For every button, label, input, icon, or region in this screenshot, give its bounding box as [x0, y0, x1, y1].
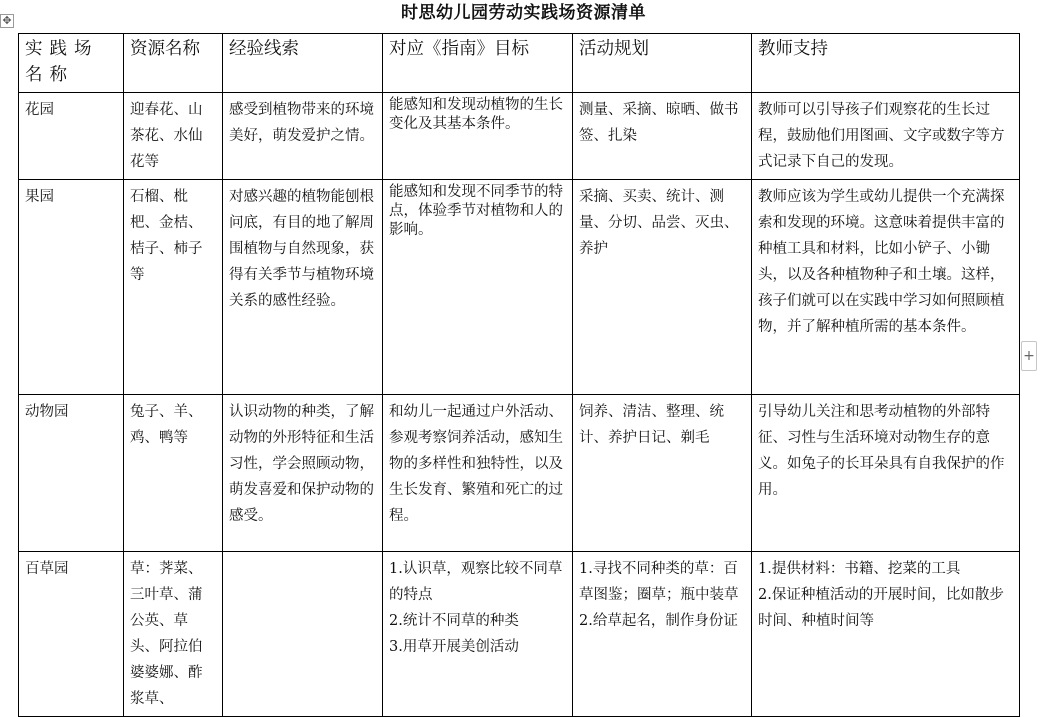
header-goal: 对应《指南》目标	[383, 34, 573, 93]
support-item: 1.提供材料：书籍、挖菜的工具	[758, 561, 961, 577]
cell-support[interactable]: 教师应该为学生或幼儿提供一个充满探索和发现的环境。这意味着提供丰富的种植工具和材料，比如小铲子、小锄头，以及各种植物种子和土壤。这样，孩子们就可以在实践中学习如何照顾植物，并了解种植所需的基本条件。	[752, 180, 1020, 395]
header-support: 教师支持	[752, 34, 1020, 93]
cell-resource[interactable]: 迎春花、山茶花、水仙花等	[124, 93, 223, 180]
cell-support[interactable]: 引导幼儿关注和思考动植物的外部特征、习性与生活环境对动物生存的意义。如兔子的长耳朵具有自我保护的作用。	[752, 395, 1020, 552]
cell-resource[interactable]: 石榴、枇杷、金桔、桔子、柿子等	[124, 180, 223, 395]
document-title: 时思幼儿园劳动实践场资源清单	[401, 3, 646, 23]
cell-clue[interactable]: 感受到植物带来的环境美好，萌发爱护之情。	[223, 93, 383, 180]
goal-item: 3.用草开展美创活动	[389, 639, 519, 655]
cell-plan[interactable]: 采摘、买卖、统计、测量、分切、品尝、灭虫、养护	[573, 180, 752, 395]
table-row	[19, 552, 1020, 717]
plan-item: 2.给草起名，制作身份证	[579, 613, 738, 629]
cell-resource[interactable]: 兔子、羊、鸡、鸭等	[124, 395, 223, 552]
header-plan: 活动规划	[573, 34, 752, 93]
resource-table	[18, 33, 1020, 717]
cell-site[interactable]: 果园	[19, 180, 124, 395]
cell-resource[interactable]: 草：荠菜、三叶草、蒲公英、草头、阿拉伯婆婆娜、酢浆草、	[124, 552, 223, 717]
plus-icon: +	[1023, 348, 1035, 364]
header-resource: 资源名称	[124, 34, 223, 93]
cell-support[interactable]: 教师可以引导孩子们观察花的生长过程，鼓励他们用图画、文字或数字等方式记录下自己的发现。	[752, 93, 1020, 180]
plan-item: 1.寻找不同种类的草：百草图鉴；圈草；瓶中装草	[579, 561, 739, 603]
cell-support[interactable]	[752, 552, 1020, 717]
cell-plan[interactable]	[573, 552, 752, 717]
cell-clue[interactable]: 认识动物的种类，了解动物的外形特征和生活习性，学会照顾动物，萌发喜爱和保护动物的感受。	[223, 395, 383, 552]
cell-goal[interactable]: 能感知和发现动植物的生长变化及其基本条件。	[383, 93, 573, 180]
table-row	[19, 180, 1020, 395]
cell-goal[interactable]: 能感知和发现不同季节的特点，体验季节对植物和人的影响。	[383, 180, 573, 395]
support-item: 2.保证种植活动的开展时间，比如散步时间、种植时间等	[758, 587, 1004, 629]
move-cross-icon: ✥	[2, 14, 12, 27]
goal-item: 2.统计不同草的种类	[389, 613, 519, 629]
cell-site[interactable]: 动物园	[19, 395, 124, 552]
header-site: 实践场名称	[19, 34, 124, 93]
cell-clue[interactable]: 对感兴趣的植物能刨根问底，有目的地了解周围植物与自然现象，获得有关季节与植物环境关系的感性经验。	[223, 180, 383, 395]
goal-item: 1.认识草，观察比较不同草的特点	[389, 561, 563, 603]
header-clue: 经验线索	[223, 34, 383, 93]
add-column-button[interactable]	[1021, 341, 1037, 371]
table-row	[19, 93, 1020, 180]
cell-plan[interactable]: 测量、采摘、晾晒、做书签、扎染	[573, 93, 752, 180]
cell-plan[interactable]: 饲养、清洁、整理、统计、养护日记、剃毛	[573, 395, 752, 552]
cell-site[interactable]: 百草园	[19, 552, 124, 717]
cell-goal[interactable]: 和幼儿一起通过户外活动、参观考察饲养活动，感知生物的多样性和独特性，以及生长发育、繁殖和死亡的过程。	[383, 395, 573, 552]
cell-goal[interactable]	[383, 552, 573, 717]
cell-clue[interactable]	[223, 552, 383, 717]
table-row	[19, 395, 1020, 552]
cell-site[interactable]: 花园	[19, 93, 124, 180]
table-header-row	[19, 34, 1020, 93]
